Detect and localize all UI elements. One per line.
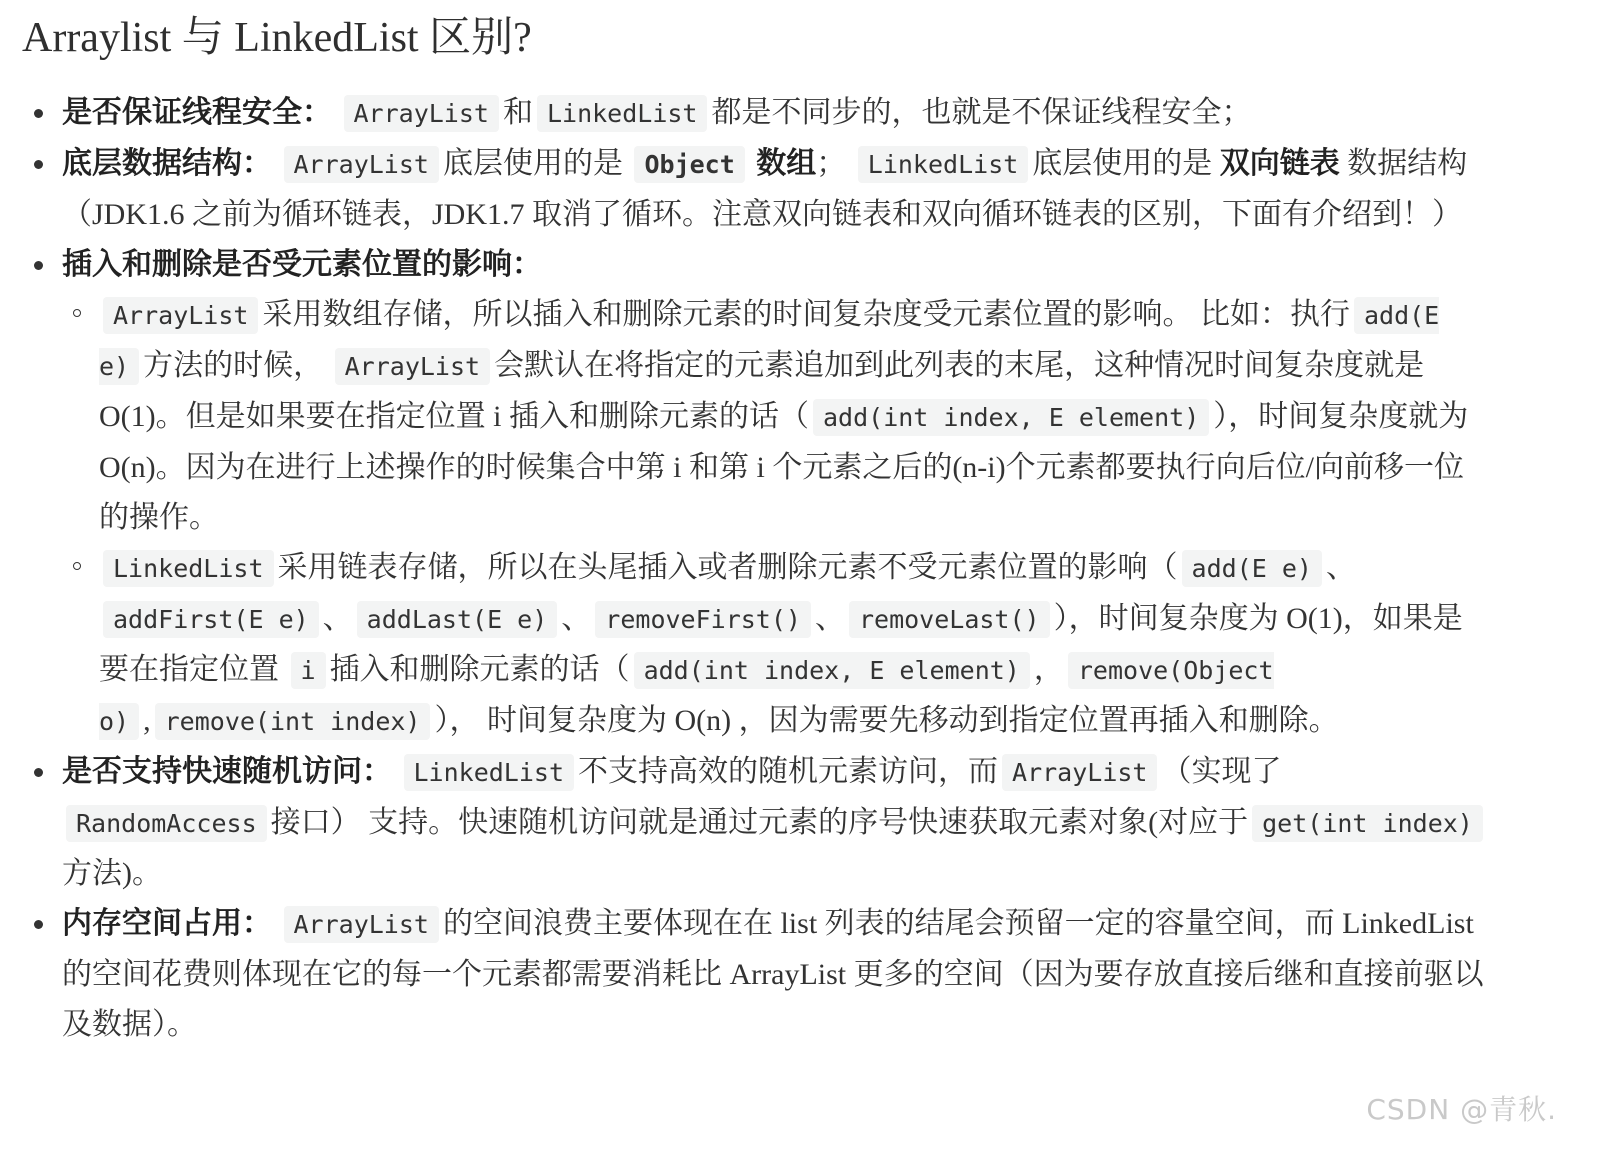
inline-code: ArrayList xyxy=(284,906,439,943)
item-text: ），时间复杂度就为 O(n)。因为在进行上述操作的时候集合中第 i 和第 i 个元素之后的(n-i)个元素都要执行向后位/向前移一位的操作。 xyxy=(99,400,1469,534)
inline-code: RandomAccess xyxy=(66,805,267,842)
item-text: 接口） 支持。快速随机访问就是通过元素的序号快速获取元素对象(对应于 xyxy=(270,806,1249,839)
list-item-insert-delete xyxy=(62,240,1492,747)
item-text: （实现了 xyxy=(1161,755,1282,788)
item-text: 插入和删除元素的话（ xyxy=(329,653,630,686)
item-text: 底层使用的是 xyxy=(442,147,623,180)
item-text: 方法)。 xyxy=(62,857,162,890)
inline-code: ArrayList xyxy=(1002,754,1157,791)
inline-code: addFirst(E e) xyxy=(103,601,319,638)
item-text: 数据结构（JDK1.6 之前为循环链表，JDK1.7 取消了循环。注意双向链表和双向循环链表的区别，下面有介绍到！） xyxy=(62,147,1468,231)
inline-code: Object xyxy=(634,146,744,183)
inline-code: ArrayList xyxy=(103,297,258,334)
item-text: 的空间浪费主要体现在在 list 列表的结尾会预留一定的容量空间，而 LinkedList 的空间花费则体现在它的每一个元素都需要消耗比 ArrayList 更多的空间（因为要存放直接后继和直接前驱以及数据）。 xyxy=(62,907,1484,1041)
inline-code: removeFirst() xyxy=(595,601,811,638)
article xyxy=(22,10,1492,1050)
inline-code: add(E e) xyxy=(99,297,1439,385)
inline-code: LinkedList xyxy=(537,95,708,132)
inline-code: remove(int index) xyxy=(155,703,431,740)
sub-item-arraylist xyxy=(99,290,1492,543)
item-text: 采用链表存储，所以在头尾插入或者删除元素不受元素位置的影响（ xyxy=(277,551,1178,584)
item-text: , xyxy=(143,704,151,737)
item-text: 方法的时候， xyxy=(143,349,324,382)
list-item-data-structure xyxy=(62,139,1492,240)
inline-code: ArrayList xyxy=(344,95,499,132)
list-item-random-access xyxy=(62,747,1492,899)
item-text: 、 xyxy=(322,602,353,635)
bold-text: 数组 xyxy=(756,146,817,181)
inline-code: i xyxy=(291,652,326,689)
inline-code: ArrayList xyxy=(335,348,490,385)
item-text: 和 xyxy=(502,96,533,129)
item-text: ），时间复杂度为 O(1)，如果是要在指定位置 xyxy=(99,602,1463,686)
item-text: 、 xyxy=(561,602,592,635)
sub-list xyxy=(62,290,1492,747)
inline-code: get(int index) xyxy=(1252,805,1483,842)
inline-code: LinkedList xyxy=(404,754,575,791)
item-text: 采用数组存储，所以插入和删除元素的时间复杂度受元素位置的影响。 比如：执行 xyxy=(262,298,1350,331)
item-label: 是否保证线程安全： xyxy=(62,95,332,130)
bold-text: 双向链表 xyxy=(1219,146,1340,181)
inline-code: ArrayList xyxy=(284,146,439,183)
item-text: 会默认在将指定的元素追加到此列表的末尾，这种情况时间复杂度就是 O(1)。但是如果要在指定位置 i 插入和删除元素的话（ xyxy=(99,349,1425,433)
item-label: 底层数据结构： xyxy=(62,146,272,181)
item-text: ； xyxy=(816,147,847,180)
page-title: Arraylist 与 LinkedList 区别? xyxy=(22,15,532,61)
item-text: 、 xyxy=(1325,551,1356,584)
difference-list xyxy=(22,88,1492,1050)
inline-code: LinkedList xyxy=(103,550,274,587)
inline-code: remove(Object o) xyxy=(99,652,1274,740)
inline-code: removeLast() xyxy=(849,601,1050,638)
item-text: 都是不同步的，也就是不保证线程安全； xyxy=(711,96,1252,129)
inline-code: add(E e) xyxy=(1182,550,1322,587)
inline-code: addLast(E e) xyxy=(357,601,558,638)
list-item-thread-safety xyxy=(62,88,1492,139)
item-text: 、 xyxy=(814,602,845,635)
watermark: CSDN @青秋. xyxy=(1366,1093,1557,1126)
inline-code: add(int index, E element) xyxy=(634,652,1030,689)
item-text: 底层使用的是 xyxy=(1032,147,1213,180)
item-text: 不支持高效的随机元素访问，而 xyxy=(578,755,999,788)
item-label: 内存空间占用： xyxy=(62,906,272,941)
inline-code: add(int index, E element) xyxy=(813,399,1209,436)
sub-item-linkedlist xyxy=(99,543,1492,747)
item-text: ， xyxy=(1033,653,1064,686)
item-label: 插入和删除是否受元素位置的影响： xyxy=(62,247,542,282)
item-text: ）， 时间复杂度为 O(n) ，因为需要先移动到指定位置再插入和删除。 xyxy=(434,704,1339,737)
list-item-memory xyxy=(62,899,1492,1050)
item-label: 是否支持快速随机访问： xyxy=(62,754,392,789)
inline-code: LinkedList xyxy=(858,146,1029,183)
